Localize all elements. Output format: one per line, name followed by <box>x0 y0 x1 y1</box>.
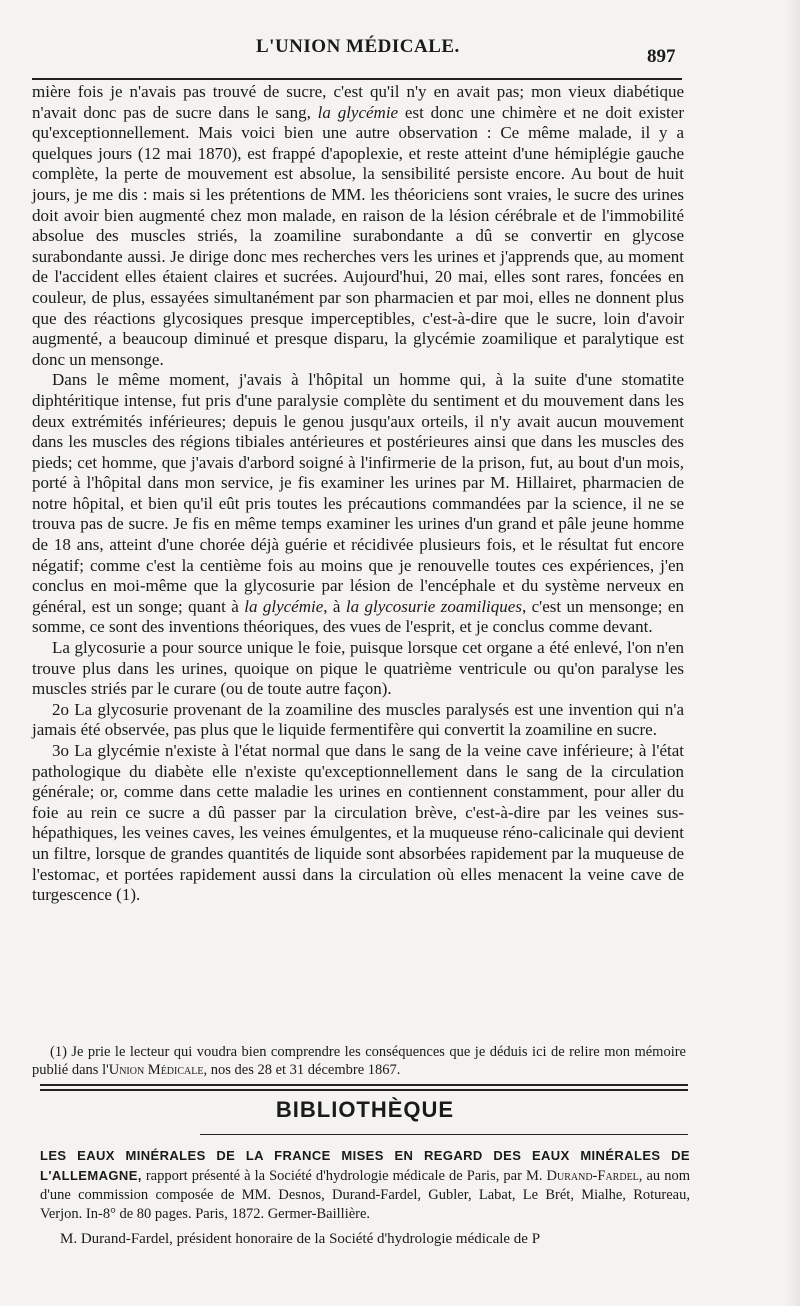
review-author: Durand-Fardel <box>546 1168 639 1184</box>
article-body <box>32 82 684 906</box>
footnote-text-a: (1) Je prie le lecteur qui voudra bien comprendre les conséquences que je déduis ici de relire mon mémoire publié dans l' <box>32 1044 686 1078</box>
section-title-rule <box>200 1134 688 1135</box>
page-number: 897 <box>647 46 676 67</box>
paragraph-2-emphasis-1: la glycémie <box>244 596 324 616</box>
paragraph-1 <box>32 82 684 370</box>
review-continuation: M. Durand-Fardel, président honoraire de la Société d'hydrologie médicale de P <box>60 1231 541 1247</box>
review-text-a: rapport présenté à la Société d'hydrologie médicale de Paris, par M. <box>141 1168 547 1184</box>
paragraph-1-emphasis: la glycémie <box>317 102 399 122</box>
paragraph-2-emphasis-2: la glycosurie zoamiliques <box>345 596 522 616</box>
header-rule <box>32 78 682 80</box>
page-header <box>0 30 800 67</box>
page-edge-shadow <box>786 0 800 1306</box>
running-title: L'UNION MÉDICALE. <box>256 36 460 57</box>
paragraph-2-text-mid: , à <box>323 596 346 616</box>
review-heading: LES EAUX MINÉRALES DE LA FRANCE MISES EN REGARD DES EAUX MINÉRALES DE L'ALLEMAGNE, <box>40 1148 690 1183</box>
footnote <box>32 1043 686 1079</box>
section-title: BIBLIOTHÈQUE <box>275 1097 455 1122</box>
review-entry <box>40 1146 690 1224</box>
paragraph-4: 2o La glycosurie provenant de la zoamiline des muscles paralysés est une invention qui n'a jamais été observée, pas plus que le liquide fermentifère qui convertit la zoamiline en sucre. <box>32 699 684 740</box>
paragraph-2-text-end: , c'est un mensonge; en somme, ce sont des inventions théoriques, des vues de l'esprit, et je conclus comme devant. <box>32 596 684 637</box>
review-text-b: , au nom d'une commission composée de MM. Desnos, Durand-Fardel, Gubler, Labat, Le Brét, Mialhe, Rotureau, Verjon. In-8° de 80 pages. Paris, 1872. Germer-Baillière. <box>40 1168 690 1222</box>
paragraph-5: 3o La glycémie n'existe à l'état normal que dans le sang de la veine cave inférieure; à l'état pathologique du diabète elle n'existe qu'exceptionnellement dans le sang de la circulation générale; or, comme dans cette maladie les urines en contiennent constamment, pour aller du foie au rein ce sucre a dû passer par la circulation brève, c'est-à-dire par les veines sus-hépathiques, les veines caves, les veines émulgentes, et la muqueuse réno-calicinale qui devient un filtre, lorsque de grandes quantités de liquide sont absorbées rapidement par la muqueuse de l'estomac, et portées rapidement aussi dans la circulation où elles menacent la veine cave de turgescence (1). <box>32 741 684 905</box>
paragraph-2-text-a: Dans le même moment, j'avais à l'hôpital un homme qui, à la suite d'une stomatite diphtéritique intense, fut pris d'une paralysie complète du sentiment et du mouvement dans les deux extrémités inférieures; depuis le genou jusqu'aux orteils, il n'y avait aucun mouvement dans les muscles des régions tibiales antérieures et postérieures ainsi que dans les muscles des pieds; cet homme, que j'avais d'arbord soigné à l'infirmerie de la prison, fut, au bout d'un mois, porté à l'hôpital dans mon service, je fis examiner les urines par M. Hillairet, pharmacien de notre hôpital, et bien qu'il eût pris toutes les précautions commandées par la science, il ne se trouva pas de sucre. Je fis en même temps examiner les urines d'un grand et pâle jeune homme de 18 ans, atteint d'une chorée déjà guérie et récidivée plusieurs fois, et le résultat fut encore négatif; comme c'est la centième fois au moins que je renouvelle toutes ces expériences, j'en conclus en moi-même que la glycosurie par lésion de l'encéphale et du système nerveux en général, est un songe; quant à <box>32 370 684 616</box>
footnote-journal: Union Médicale <box>108 1062 204 1078</box>
paragraph-1-text-b: est donc une chimère et ne doit exister qu'exceptionnellement. Mais voici bien une autre observation : Ce même malade, il y a quelques jours (12 mai 1870), est frappé d'apoplexie, et reste atteint d'une hémiplégie gauche complète, la perte de mouvement est absolue, la sensibilité persiste encore. Au bout de huit jours, je me dis : mais si les prétentions de MM. les théoriciens sont vraies, le sucre des urines doit avoir bien augmenté chez mon malade, en raison de la lésion cérébrale et de l'immobilité absolue des muscles striés, la zoamiline surabondante a dû se convertir en glycose surabondante aussi. Je dirige donc mes recherches vers les urines et j'apprends que, au moment de l'accident elles étaient claires et sucrées. Aujourd'hui, 20 mai, elles sont rares, foncées en couleur, de plus, essayées simultanément par son pharmacien et par moi, elles ne donnent plus que des réactions glycosiques presque imperceptibles, c'est-à-dire que le sucre, loin d'avoir augmenté, a beaucoup diminué et presque disparu, la glycémie zoamilique et paralytique est donc un mensonge. <box>32 102 684 369</box>
footnote-text-b: , nos des 28 et 31 décembre 1867. <box>203 1062 401 1078</box>
paragraph-2 <box>32 370 684 638</box>
paragraph-3: La glycosurie a pour source unique le foie, puisque lorsque cet organe a été enlevé, l'on n'en trouve plus dans les urines, quoique on pique le quatrième ventricule ou qu'on paralyse les muscles striés par le curare (ou de toute autre façon). <box>32 638 684 699</box>
section-rule-bottom <box>40 1089 688 1091</box>
paragraph-1-text-a: mière fois je n'avais pas trouvé de sucre, c'est qu'il n'y en avait pas; mon vieux diabétique n'avait donc pas de sucre dans le sang, <box>32 82 684 122</box>
section-rule-top <box>40 1084 688 1086</box>
